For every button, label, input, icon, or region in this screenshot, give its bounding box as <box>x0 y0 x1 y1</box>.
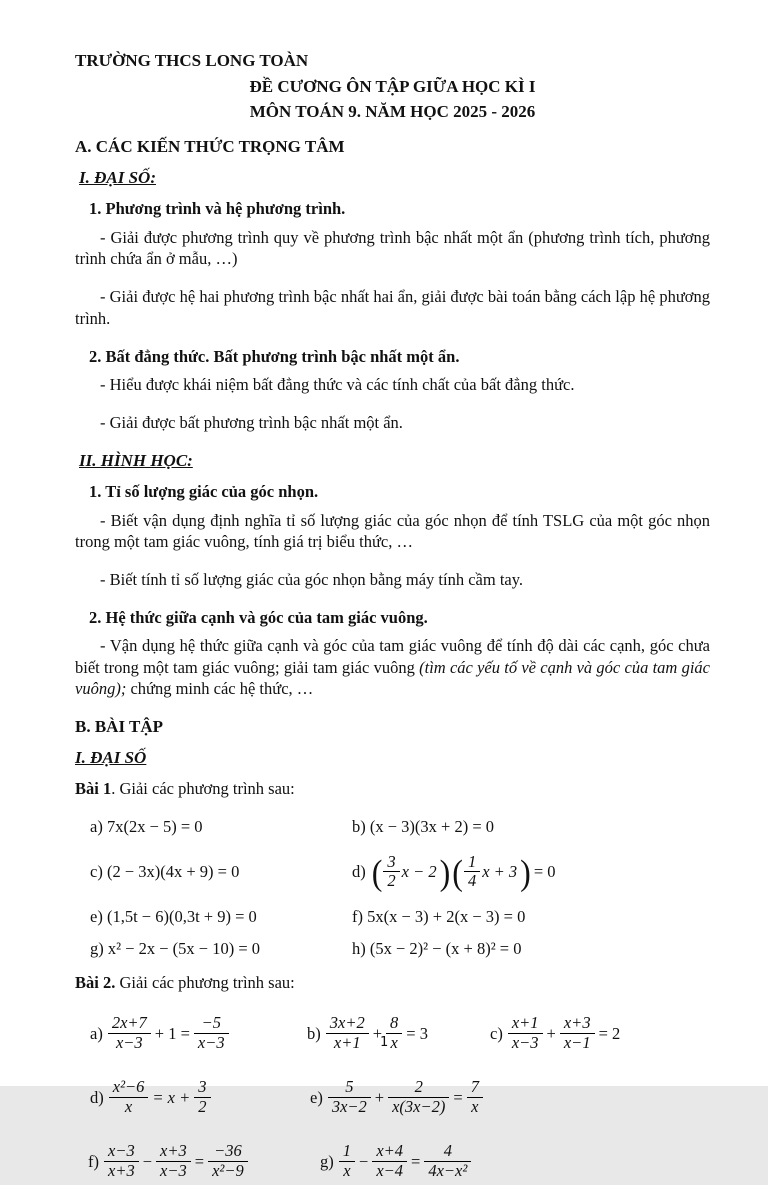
denominator: x−3 <box>156 1161 191 1180</box>
algebra-topic2-title: 2. Bất đẳng thức. Bất phương trình bậc nhất một ẩn. <box>89 346 460 366</box>
denominator: 4 <box>464 871 480 890</box>
exercise1-row4 <box>75 938 710 959</box>
close-paren: ) <box>439 851 451 892</box>
algebra-topic1-bullet1: - Giải được phương trình quy về phương trình bậc nhất một ẩn (phương trình tích, phương trình chứa ẩn ở mẫu, …) <box>75 227 710 269</box>
operator: = <box>411 1151 421 1171</box>
numerator: 3 <box>198 1077 207 1097</box>
operator: + 1 = <box>154 1023 190 1043</box>
equation-1b: b) (x − 3)(3x + 2) = 0 <box>352 817 495 837</box>
geometry-topic2-bullet1 <box>75 635 710 699</box>
numerator: 2 <box>414 1077 423 1097</box>
fraction <box>328 1078 371 1116</box>
fraction <box>156 1142 191 1180</box>
operator: − <box>142 1151 153 1171</box>
bullet-text-normal: - Vận dụng hệ thức giữa cạnh và góc của tam giác vuông để tính độ dài các cạnh, góc chưa biết trong một tam giác vuông; giải tam giác vuông <box>75 636 710 677</box>
equation-1f: f) 5x(x − 3) + 2(x − 3) = 0 <box>352 906 526 926</box>
document-title-line1: ĐỀ CƯƠNG ÔN TẬP GIỮA HỌC KÌ I <box>249 77 536 97</box>
open-paren: ( <box>452 851 463 892</box>
bullet-text-italic: (tìm các yếu tố về cạnh và góc của tam giác vuông); <box>75 657 711 699</box>
equation-label: d) <box>90 1087 104 1107</box>
numerator: x+1 <box>511 1013 539 1033</box>
denominator: 4x−x² <box>424 1161 471 1180</box>
denominator: x−3 <box>194 1033 229 1052</box>
algebra-topic1-title: 1. Phương trình và hệ phương trình. <box>89 199 346 219</box>
numerator: 7 <box>470 1077 479 1097</box>
equation-1e: e) (1,5t − 6)(0,3t + 9) = 0 <box>90 906 257 926</box>
numerator: 5 <box>345 1077 354 1097</box>
equation-label: c) <box>490 1023 503 1043</box>
geometry-topic1-bullet1: - Biết vận dụng định nghĩa tỉ số lượng giác của góc nhọn để tính TSLG của một góc nhọn trong một tam giác vuông, tính giá trị biểu thức, … <box>75 510 710 551</box>
exercise1-title <box>75 778 710 799</box>
denominator: x <box>339 1161 355 1180</box>
numerator: −5 <box>201 1013 221 1033</box>
fraction <box>464 853 480 891</box>
exercise1-title-bold: Bài 1 <box>75 779 112 799</box>
fraction <box>104 1142 139 1180</box>
fraction <box>208 1142 248 1180</box>
equation-label: g) <box>320 1151 334 1171</box>
equation-1h: h) (5x − 2)² − (x + 8)² = 0 <box>352 939 522 959</box>
algebra-topic1-bullet2: - Giải được hệ hai phương trình bậc nhất hai ẩn, giải được bài toán bằng cách lập hệ phương trình. <box>75 287 710 328</box>
equation-2e <box>310 1078 710 1116</box>
denominator: x <box>467 1097 483 1116</box>
operator: + <box>374 1087 385 1107</box>
equation-term: = 0 <box>533 861 556 881</box>
algebra-topic2-bullet2: - Giải được bất phương trình bậc nhất một ẩn. <box>100 413 403 433</box>
fraction <box>109 1078 149 1116</box>
exercise1-row1 <box>75 816 710 837</box>
exercise2-title-rest: Giải các phương trình sau: <box>115 972 295 992</box>
numerator: 1 <box>342 1141 351 1161</box>
equation-label: e) <box>310 1087 323 1107</box>
numerator: x²−6 <box>112 1077 145 1097</box>
equation-2d <box>75 1078 310 1116</box>
algebra-topic2-bullet1: - Hiểu được khái niệm bất đẳng thức và các tính chất của bất đẳng thức. <box>100 375 575 395</box>
fraction <box>194 1078 210 1116</box>
section-a-algebra-heading: I. ĐẠI SỐ: <box>79 168 156 188</box>
numerator: x+4 <box>376 1141 404 1161</box>
fraction <box>467 1078 483 1116</box>
denominator: 3x−2 <box>328 1097 371 1116</box>
numerator: −36 <box>214 1141 242 1161</box>
geometry-topic1-bullet2: - Biết tính tỉ số lượng giác của góc nhọn bằng máy tính cầm tay. <box>100 569 524 589</box>
denominator: x²−9 <box>208 1161 248 1180</box>
fraction <box>339 1142 355 1180</box>
denominator: x(3x−2) <box>388 1097 449 1116</box>
section-a-geometry-heading: II. HÌNH HỌC: <box>79 450 193 470</box>
denominator: x+1 <box>326 1033 369 1052</box>
operator: + <box>372 1023 383 1043</box>
equation-1g: g) x² − 2x − (5x − 10) = 0 <box>90 939 261 959</box>
equation-1d <box>352 853 710 891</box>
section-a-heading: A. CÁC KIẾN THỨC TRỌNG TÂM <box>75 137 345 157</box>
school-name: TRƯỜNG THCS LONG TOÀN <box>75 51 309 70</box>
equation-term: x + 3 <box>482 861 518 881</box>
bullet-text-normal: chứng minh các hệ thức, … <box>126 679 314 699</box>
fraction <box>388 1078 449 1116</box>
numerator: 2x+7 <box>111 1013 147 1033</box>
denominator: x+3 <box>104 1161 139 1180</box>
equation-2f <box>75 1142 320 1180</box>
fraction <box>424 1142 471 1180</box>
exercise2-title-bold: Bài 2. <box>75 972 116 992</box>
equation-1a: a) 7x(2x − 5) = 0 <box>90 817 203 837</box>
numerator: 8 <box>390 1013 399 1033</box>
numerator: x−3 <box>108 1141 135 1161</box>
equation-label: d) <box>352 861 366 881</box>
operator: − <box>359 1151 369 1171</box>
exercise1-row2 <box>75 849 710 895</box>
exercise2-title <box>75 972 710 993</box>
open-paren: ( <box>371 851 383 892</box>
numerator: 4 <box>443 1141 452 1161</box>
equation-1c: c) (2 − 3x)(4x + 9) = 0 <box>90 861 240 881</box>
geometry-topic2-title: 2. Hệ thức giữa cạnh và góc của tam giác vuông. <box>89 607 428 627</box>
page-number: 1 <box>379 1034 389 1051</box>
equation-label: a) <box>90 1023 103 1043</box>
denominator: x−4 <box>372 1161 407 1180</box>
document-title-line2: MÔN TOÁN 9. NĂM HỌC 2025 - 2026 <box>249 102 536 122</box>
denominator: x−3 <box>508 1033 543 1052</box>
numerator: x+3 <box>160 1141 187 1161</box>
exercise2-row3 <box>75 1137 710 1185</box>
operator: = x + <box>152 1087 191 1107</box>
denominator: x <box>109 1097 149 1116</box>
equation-label: b) <box>307 1023 321 1043</box>
fraction <box>383 853 399 891</box>
operator: = 2 <box>598 1023 621 1043</box>
section-b-heading: B. BÀI TẬP <box>75 717 164 737</box>
operator: = <box>453 1087 463 1107</box>
section-b-algebra-heading: I. ĐẠI SỐ <box>75 748 147 768</box>
numerator: x+3 <box>563 1013 591 1033</box>
exercise1-title-rest: . Giải các phương trình sau: <box>111 779 295 799</box>
denominator: 2 <box>383 871 399 890</box>
numerator: 3 <box>387 851 396 871</box>
operator: = 3 <box>406 1023 428 1043</box>
equation-label: f) <box>88 1151 99 1171</box>
exercise1-row3 <box>75 906 710 927</box>
denominator: x−3 <box>108 1033 151 1052</box>
exercise2-row2 <box>75 1073 710 1121</box>
geometry-topic1-title: 1. Tỉ số lượng giác của góc nhọn. <box>89 482 319 502</box>
numerator: 3x+2 <box>329 1013 365 1033</box>
denominator: 2 <box>194 1097 210 1116</box>
operator: = <box>194 1151 205 1171</box>
fraction <box>372 1142 407 1180</box>
equation-2g <box>320 1142 710 1180</box>
denominator: x−1 <box>560 1033 595 1052</box>
operator: + <box>546 1023 556 1043</box>
close-paren: ) <box>520 851 531 892</box>
denominator: x <box>386 1033 402 1052</box>
equation-term: x − 2 <box>401 861 437 881</box>
numerator: 1 <box>467 851 477 871</box>
